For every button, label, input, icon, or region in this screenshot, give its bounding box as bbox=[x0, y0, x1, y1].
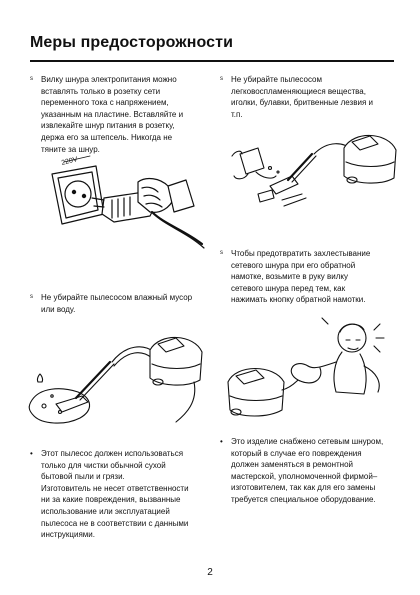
bullet-marker: s bbox=[220, 250, 223, 256]
socket-plug-illustration bbox=[34, 152, 214, 252]
notice-dry-dust-only bbox=[30, 448, 210, 541]
bullet-marker: • bbox=[30, 449, 33, 458]
title-divider bbox=[30, 60, 394, 62]
warning-text: Не убирайте пылесосом легковоспламеняющиеся вещества, иголки, булавки, бритвенные лезвия и т.п. bbox=[231, 75, 373, 119]
notice-text: Этот пылесос должен использоваться только для чистки обычной сухой бытовой пыли и грязи. Изготовитель не несет ответственности ни за какие повреждения, вызванные использование или эксплуатацией пылесоса не в соответствии с данными инструкциями. bbox=[41, 449, 189, 540]
vacuum-flammable-illustration bbox=[226, 128, 398, 220]
warning-text: Чтобы предотвратить захлестывание сетевого шнура при его обратной намотке, возьмите в руку вилку сетевого шнура перед тем, как нажимать кнопку обратной намотки. bbox=[231, 249, 371, 305]
warning-flammable bbox=[220, 74, 396, 120]
notice-cord-replacement bbox=[220, 436, 400, 506]
bullet-marker: s bbox=[30, 76, 33, 82]
bullet-marker: s bbox=[220, 76, 223, 82]
bullet-marker: s bbox=[30, 294, 33, 300]
voltage-label: 220V bbox=[60, 156, 79, 167]
warning-text: Не убирайте пылесосом влажный мусор или воду. bbox=[41, 293, 193, 314]
vacuum-wet-floor-illustration bbox=[26, 322, 206, 434]
warning-wet-debris bbox=[30, 292, 205, 315]
bullet-marker: • bbox=[220, 437, 223, 446]
warning-text: Вилку шнура электропитания можно вставлять только в розетку сети переменного тока с напряжением, указанным на пластине. Вставляйте и извлекайте шнур питания в розетку, держа его за штепсель. Никогда не тяните за шнур. bbox=[41, 75, 184, 154]
notice-text: Это изделие снабжено сетевым шнуром, который в случае его повреждения должен заменяться в ремонтной мастерской, уполномоченной фирмой– изготовителем, так как для его замены требуется специальное оборудование. bbox=[231, 437, 384, 504]
warning-cord-rewind bbox=[220, 248, 396, 306]
warning-plug-socket bbox=[30, 74, 205, 155]
cord-rewind-illustration bbox=[224, 310, 398, 422]
page-number: 2 bbox=[207, 567, 213, 578]
page-title: Меры предосторожности bbox=[30, 34, 234, 51]
